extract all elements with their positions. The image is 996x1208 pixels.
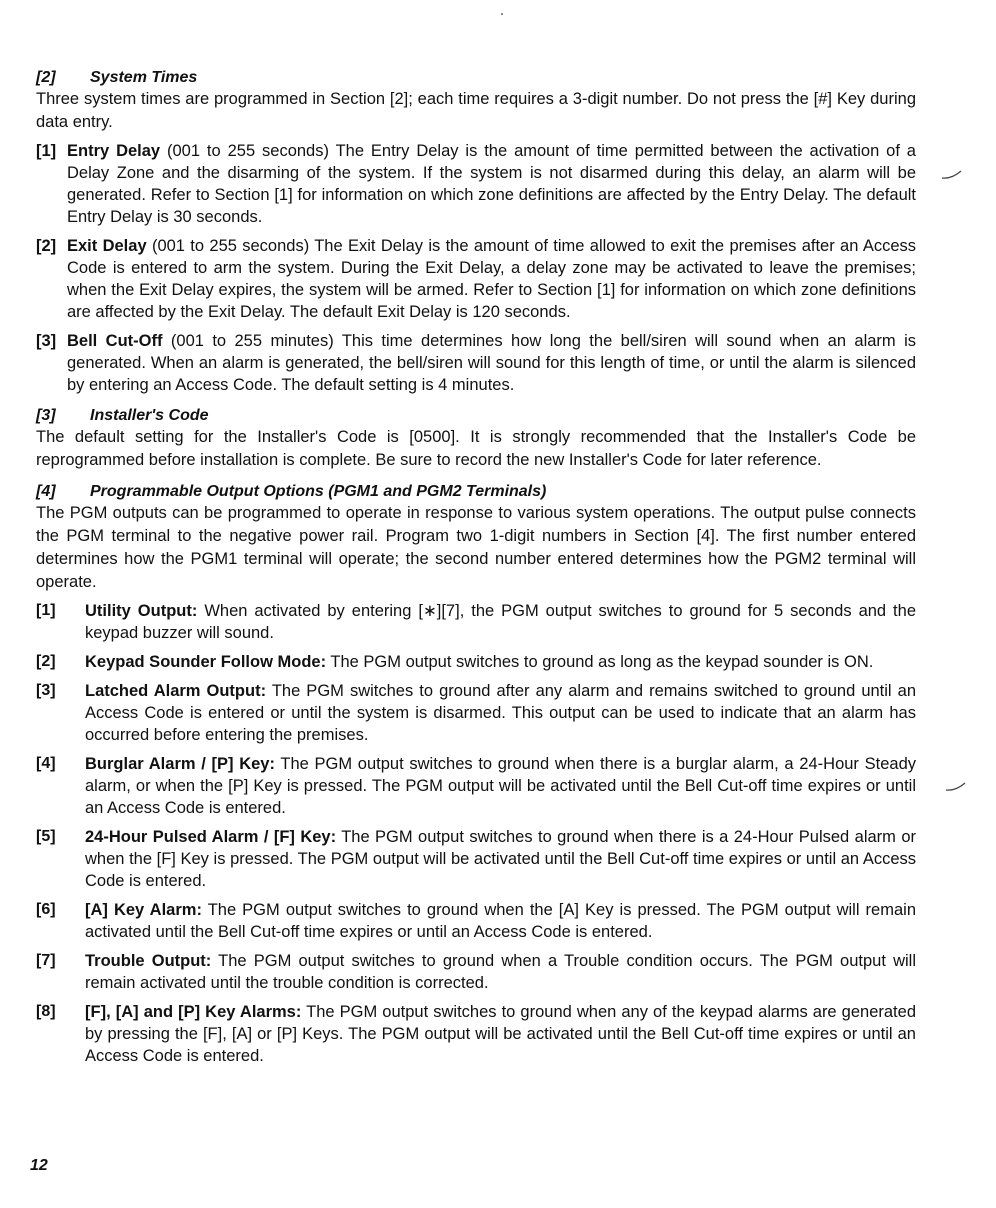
section-system-times	[36, 68, 916, 396]
option-number: [6]	[36, 901, 56, 918]
option-number: [1]	[36, 602, 56, 619]
option-number: [7]	[36, 952, 56, 969]
option-keypad-sounder-follow-mode	[36, 651, 916, 673]
option-title: Keypad Sounder Follow Mode:	[85, 653, 327, 671]
option-text: (001 to 255 seconds) The Exit Delay is the amount of time allowed to exit the premises after an Access Code is entered to arm the system. During the Exit Delay, a delay zone may be activated to leave the premises; when the Exit Delay expires, the system will be armed. Refer to Section [1] for information on which zone definitions are affected by the Exit Delay. The default Exit Delay is 120 seconds.	[67, 237, 917, 321]
option-f-a-p-key-alarms	[36, 1001, 916, 1067]
section-heading	[36, 482, 916, 502]
option-text: When activated by entering [∗][7], the PGM output switches to ground for 5 seconds and the keypad buzzer will sound.	[85, 602, 916, 642]
option-latched-alarm-output	[36, 680, 916, 746]
document-page	[36, 64, 916, 1074]
margin-pen-mark	[940, 168, 964, 184]
option-title: Entry Delay	[67, 142, 161, 160]
option-text: (001 to 255 seconds) The Entry Delay is the amount of time permitted between the activation of a Delay Zone and the disarming of the system. If the system is not disarmed during this delay, an alarm will be generated. Refer to Section [1] for information on which zone definitions are affected by the Entry Delay. The default Entry Delay is 30 seconds.	[67, 142, 916, 226]
option-text: (001 to 255 minutes) This time determines how long the bell/siren will sound when an alarm is generated. When an alarm is generated, the bell/siren will sound for this length of time, or until the alarm is silenced by entering an Access Code. The default setting is 4 minutes.	[67, 332, 916, 394]
section-number: [2]	[36, 69, 56, 86]
option-bell-cut-off	[36, 330, 916, 396]
option-title: Burglar Alarm / [P] Key:	[85, 755, 275, 773]
page-number: 12	[30, 1157, 48, 1174]
section-title: Installer's Code	[90, 407, 209, 424]
option-text: The PGM output switches to ground when the [A] Key is pressed. The PGM output will remain activated until the Bell Cut-off time expires or until an Access Code is entered.	[85, 901, 916, 941]
option-text: The PGM output switches to ground when there is a burglar alarm, a 24-Hour Steady alarm, or when the [P] Key is pressed. The PGM output will be activated until the Bell Cut-off time expires or until an Access Code is entered.	[85, 755, 916, 817]
option-number: [3]	[36, 332, 57, 350]
option-number: [1]	[36, 142, 57, 160]
option-title: Exit Delay	[67, 237, 147, 255]
scan-dot	[500, 12, 504, 16]
option-number: [3]	[36, 682, 56, 699]
option-text: The PGM output switches to ground when a Trouble condition occurs. The PGM output will remain activated until the trouble condition is corrected.	[85, 952, 916, 992]
option-trouble-output	[36, 950, 916, 994]
option-number: [2]	[36, 237, 57, 255]
section-intro: The PGM outputs can be programmed to operate in response to various system operations. The output pulse connects the PGM terminal to the negative power rail. Program two 1-digit numbers in Section [4]. The first number entered determines how the PGM1 terminal will operate; the second number entered determines how the PGM2 terminal will operate.	[36, 504, 916, 591]
option-title: Utility Output:	[85, 602, 198, 620]
margin-pen-mark	[944, 780, 968, 796]
option-text: The PGM output switches to ground when any of the keypad alarms are generated by pressing the [F], [A] or [P] Keys. The PGM output will be activated until the Bell Cut-off time expires or until an Access Code is entered.	[85, 1003, 916, 1065]
option-number: [8]	[36, 1003, 56, 1020]
option-24-hour-pulsed-alarm-f-key	[36, 826, 916, 892]
option-entry-delay	[36, 140, 916, 228]
section-intro: Three system times are programmed in Section [2]; each time requires a 3-digit number. Do not press the [#] Key during data entry.	[36, 90, 916, 131]
section-heading	[36, 406, 916, 426]
option-title: [F], [A] and [P] Key Alarms:	[85, 1003, 302, 1021]
section-number: [4]	[36, 483, 56, 500]
section-programmable-output-options	[36, 482, 916, 1067]
option-title: [A] Key Alarm:	[85, 901, 202, 919]
section-intro: The default setting for the Installer's Code is [0500]. It is strongly recommended that the Installer's Code be reprogrammed before installation is complete. Be sure to record the new Installer's Code for later reference.	[36, 428, 916, 469]
section-heading	[36, 68, 916, 88]
option-title: Trouble Output:	[85, 952, 212, 970]
option-text: The PGM switches to ground after any alarm and remains switched to ground until an Access Code is entered or until the system is disarmed. This output can be used to indicate that an alarm has occurred before entering the premises.	[85, 682, 917, 744]
option-title: Latched Alarm Output:	[85, 682, 267, 700]
option-number: [4]	[36, 755, 56, 772]
option-text: The PGM output switches to ground when there is a 24-Hour Pulsed alarm or when the [F] Key is pressed. The PGM output will be activated until the Bell Cut-off time expires or until an Access Code is entered.	[85, 828, 916, 890]
option-title: 24-Hour Pulsed Alarm / [F] Key:	[85, 828, 337, 846]
option-number: [5]	[36, 828, 56, 845]
section-title: Programmable Output Options (PGM1 and PGM2 Terminals)	[90, 483, 547, 500]
section-number: [3]	[36, 407, 56, 424]
option-text: The PGM output switches to ground as long as the keypad sounder is ON.	[326, 653, 874, 671]
option-burglar-alarm-p-key	[36, 753, 916, 819]
option-title: Bell Cut-Off	[67, 332, 163, 350]
section-installers-code	[36, 406, 916, 472]
option-number: [2]	[36, 653, 56, 670]
option-a-key-alarm	[36, 899, 916, 943]
option-utility-output	[36, 600, 916, 644]
option-exit-delay	[36, 235, 916, 323]
section-title: System Times	[90, 69, 198, 86]
